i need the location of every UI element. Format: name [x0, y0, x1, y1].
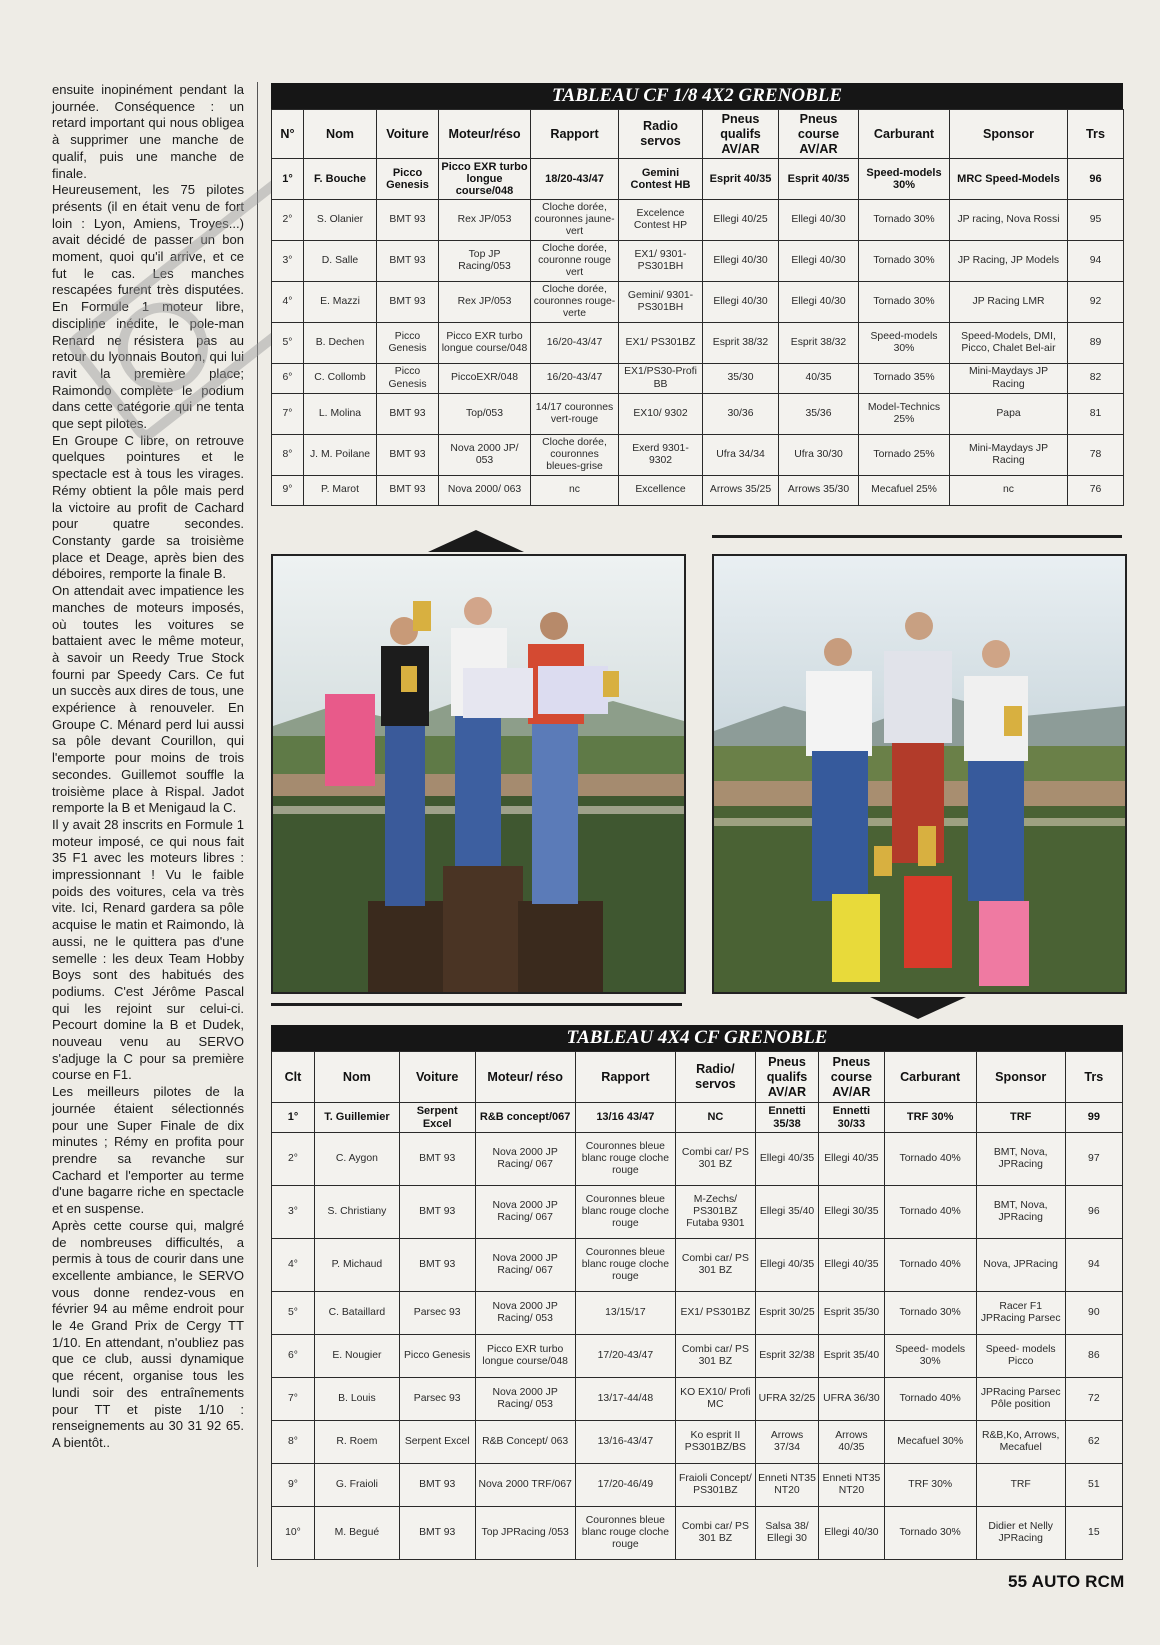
- table-cell: Tornado 30%: [884, 1292, 976, 1335]
- table-cell: Serpent Excel: [399, 1103, 475, 1133]
- podium-photo-4x4: [712, 554, 1127, 994]
- table-cell: BMT, Nova, JPRacing: [976, 1186, 1065, 1239]
- table-cell: BMT 93: [399, 1186, 475, 1239]
- table-cell: L. Molina: [304, 394, 377, 435]
- table-cell: PiccoEXR/048: [439, 364, 531, 394]
- table-cell: JP Racing, JP Models: [950, 241, 1068, 282]
- table-row: [272, 1421, 1123, 1464]
- article-paragraph: Les meilleurs pilotes de la journée étaient sélectionnés pour une Super Finale de dix minutes ; Rémy en profita pour prendre sa revanche sur Cachard et l'emporter au terme d'une bagarre riche en spectacle et en suspense.: [52, 1084, 244, 1217]
- table-cell: 94: [1068, 241, 1124, 282]
- table-cell: Didier et Nelly JPRacing: [976, 1507, 1065, 1560]
- table-row: [272, 1133, 1123, 1186]
- article-paragraph: Heureusement, les 75 pilotes présents (il en était venu de fort loin : Lyon, Amiens, Troyes...) avait décidé de passer un bon moment, quoi qu'il arrive, et ce fut le cas. Les manches rescapées furent très disputées. En Formule 1 moteur libre, discipline inédite, le pole-man Renard ne résistera pas au retour du lyonnais Bouton, qui lui ravit la première place; Raimondo complète le podium dans cette catégorie qui ne tenta que sept pilotes.: [52, 182, 244, 432]
- table-cell: Top/053: [439, 394, 531, 435]
- table-cell: Nova 2000 JP Racing/ 067: [475, 1133, 575, 1186]
- table-cell: 96: [1065, 1186, 1122, 1239]
- column-header: Trs: [1065, 1052, 1122, 1103]
- table-cell: 13/17-44/48: [575, 1378, 675, 1421]
- table-cell: 9°: [272, 476, 304, 506]
- table-cell: Ellegi 40/30: [703, 241, 779, 282]
- table-row: [272, 323, 1124, 364]
- table-cell: 10°: [272, 1507, 315, 1560]
- table-cell: Enneti NT35 NT20: [755, 1464, 818, 1507]
- table-cell: Ennetti 30/33: [819, 1103, 884, 1133]
- article-paragraph: En Groupe C libre, on retrouve quelques pointures et le spectacle est à tous les virages. Rémy obtient la pôle mais perd la victoire au profit de Cachard pour quatre secondes. Constanty garde sa troisième place et Deage, après bien des déboires, remporte la finale B.: [52, 432, 244, 582]
- table-cell: Ko esprit II PS301BZ/BS: [676, 1421, 756, 1464]
- table-cell: BMT 93: [399, 1239, 475, 1292]
- table-cell: Ufra 34/34: [703, 435, 779, 476]
- table-cell: 72: [1065, 1378, 1122, 1421]
- table-cell: Tornado 40%: [884, 1239, 976, 1292]
- table-cell: Esprit 35/40: [819, 1335, 884, 1378]
- table-cell: Picco EXR turbo longue course/048: [439, 159, 531, 200]
- table-cell: 7°: [272, 1378, 315, 1421]
- column-header: Pneus course AV/AR: [819, 1052, 884, 1103]
- table-cell: C. Bataillard: [314, 1292, 399, 1335]
- table-cell: Ellegi 40/30: [779, 282, 859, 323]
- column-header: Pneus qualifs AV/AR: [755, 1052, 818, 1103]
- column-divider: [257, 82, 258, 1567]
- table-cell: Tornado 40%: [884, 1133, 976, 1186]
- table-cell: Top JP Racing/053: [439, 241, 531, 282]
- results-grid: [271, 109, 1124, 506]
- table-cell: Mini-Maydays JP Racing: [950, 435, 1068, 476]
- table-cell: R&B Concept/ 063: [475, 1421, 575, 1464]
- column-header: Nom: [314, 1052, 399, 1103]
- table-cell: Mecafuel 30%: [884, 1421, 976, 1464]
- table-cell: Couronnes bleue blanc rouge cloche rouge: [575, 1239, 675, 1292]
- table-cell: G. Fraioli: [314, 1464, 399, 1507]
- table-cell: Ellegi 40/35: [819, 1133, 884, 1186]
- article-column: [52, 82, 244, 1452]
- magazine-name: AUTO RCM: [1031, 1572, 1125, 1591]
- results-table-4x2: [271, 83, 1123, 506]
- table-cell: Arrows 35/25: [703, 476, 779, 506]
- table-cell: Excelence Contest HP: [619, 200, 703, 241]
- table-cell: 82: [1068, 364, 1124, 394]
- table-cell: 4°: [272, 1239, 315, 1292]
- table-cell: BMT 93: [377, 200, 439, 241]
- table-cell: BMT 93: [377, 282, 439, 323]
- table-cell: Speed-Models, DMI, Picco, Chalet Bel-air: [950, 323, 1068, 364]
- table-cell: EX1/ PS301BZ: [619, 323, 703, 364]
- table-row: [272, 1292, 1123, 1335]
- table-row: [272, 1507, 1123, 1560]
- column-header: Trs: [1068, 110, 1124, 159]
- table-cell: Combi car/ PS 301 BZ: [676, 1133, 756, 1186]
- table-cell: 8°: [272, 435, 304, 476]
- table-cell: Nova 2000 JP Racing/ 067: [475, 1239, 575, 1292]
- table-cell: Parsec 93: [399, 1378, 475, 1421]
- table-cell: Salsa 38/ Ellegi 30: [755, 1507, 818, 1560]
- table-cell: 17/20-46/49: [575, 1464, 675, 1507]
- table-cell: EX1/PS30-Profi BB: [619, 364, 703, 394]
- table-cell: 51: [1065, 1464, 1122, 1507]
- table-cell: Ellegi 40/35: [755, 1133, 818, 1186]
- table-cell: Nova 2000 JP Racing/ 053: [475, 1378, 575, 1421]
- table-cell: 95: [1068, 200, 1124, 241]
- table-cell: Mecafuel 25%: [859, 476, 950, 506]
- divider-rule: [271, 1003, 682, 1006]
- table-cell: BMT 93: [377, 476, 439, 506]
- table-cell: Esprit 40/35: [779, 159, 859, 200]
- table-cell: Esprit 32/38: [755, 1335, 818, 1378]
- table-cell: Serpent Excel: [399, 1421, 475, 1464]
- table-cell: Nova 2000 JP Racing/ 067: [475, 1186, 575, 1239]
- table-cell: 7°: [272, 394, 304, 435]
- table-cell: Gemini/ 9301-PS301BH: [619, 282, 703, 323]
- table-cell: 15: [1065, 1507, 1122, 1560]
- table-cell: Picco EXR turbo longue course/048: [475, 1335, 575, 1378]
- table-cell: 94: [1065, 1239, 1122, 1292]
- column-header: Clt: [272, 1052, 315, 1103]
- table-row: [272, 435, 1124, 476]
- table-cell: 2°: [272, 1133, 315, 1186]
- article-paragraph: ensuite inopinément pendant la journée. Conséquence : un retard important qui nous obligea à supprimer une manche de qualif, puis une manche de finale.: [52, 82, 244, 181]
- table-cell: 92: [1068, 282, 1124, 323]
- table-cell: Esprit 30/25: [755, 1292, 818, 1335]
- table-cell: Ellegi 30/35: [819, 1186, 884, 1239]
- table-title: TABLEAU 4X4 CF GRENOBLE: [271, 1025, 1123, 1051]
- table-row: [272, 241, 1124, 282]
- table-cell: Gemini Contest HB: [619, 159, 703, 200]
- table-cell: Couronnes bleue blanc rouge cloche rouge: [575, 1133, 675, 1186]
- table-cell: Nova 2000 JP Racing/ 053: [475, 1292, 575, 1335]
- table-cell: JP Racing LMR: [950, 282, 1068, 323]
- table-cell: EX10/ 9302: [619, 394, 703, 435]
- table-row: [272, 282, 1124, 323]
- table-header-row: [272, 110, 1124, 159]
- table-cell: Arrows 40/35: [819, 1421, 884, 1464]
- table-cell: 78: [1068, 435, 1124, 476]
- table-cell: Ennetti 35/38: [755, 1103, 818, 1133]
- table-cell: 35/36: [779, 394, 859, 435]
- table-cell: Speed-models 30%: [859, 159, 950, 200]
- table-cell: KO EX10/ Profi MC: [676, 1378, 756, 1421]
- table-cell: F. Bouche: [304, 159, 377, 200]
- table-cell: nc: [531, 476, 619, 506]
- table-cell: BMT 93: [377, 394, 439, 435]
- table-cell: 18/20-43/47: [531, 159, 619, 200]
- table-cell: Ellegi 35/40: [755, 1186, 818, 1239]
- table-cell: 30/36: [703, 394, 779, 435]
- table-cell: Nova 2000 JP/ 053: [439, 435, 531, 476]
- table-cell: 86: [1065, 1335, 1122, 1378]
- table-cell: Speed- models 30%: [884, 1335, 976, 1378]
- column-header: Moteur/réso: [439, 110, 531, 159]
- table-row: [272, 200, 1124, 241]
- table-cell: Esprit 35/30: [819, 1292, 884, 1335]
- table-cell: TRF: [976, 1103, 1065, 1133]
- table-row: [272, 159, 1124, 200]
- table-cell: E. Nougier: [314, 1335, 399, 1378]
- table-cell: M. Begué: [314, 1507, 399, 1560]
- table-row: [272, 1239, 1123, 1292]
- table-cell: 90: [1065, 1292, 1122, 1335]
- table-cell: EX1/ 9301-PS301BH: [619, 241, 703, 282]
- table-row: [272, 394, 1124, 435]
- table-row: [272, 364, 1124, 394]
- table-cell: 8°: [272, 1421, 315, 1464]
- table-cell: J. M. Poilane: [304, 435, 377, 476]
- table-cell: Tornado 30%: [884, 1507, 976, 1560]
- column-header: Sponsor: [976, 1052, 1065, 1103]
- table-cell: Nova 2000 TRF/067: [475, 1464, 575, 1507]
- table-cell: Ellegi 40/30: [779, 200, 859, 241]
- table-cell: R. Roem: [314, 1421, 399, 1464]
- table-cell: C. Collomb: [304, 364, 377, 394]
- table-cell: 13/16-43/47: [575, 1421, 675, 1464]
- table-cell: Tornado 25%: [859, 435, 950, 476]
- table-cell: 6°: [272, 364, 304, 394]
- table-cell: Tornado 30%: [859, 282, 950, 323]
- column-header: Radio/ servos: [676, 1052, 756, 1103]
- table-cell: Cloche dorée, couronne rouge vert: [531, 241, 619, 282]
- table-cell: TRF 30%: [884, 1464, 976, 1507]
- table-cell: Arrows 37/34: [755, 1421, 818, 1464]
- table-cell: BMT 93: [399, 1507, 475, 1560]
- article-paragraph: Après cette course qui, malgré de nombreuses difficultés, a permis à tous de courir dans une excellente ambiance, le SERVO vous donne rendez-vous en février 94 au même endroit pour le 4e Grand Prix de Cergy TT 1/10. En attendant, n'oubliez pas que ce club, aussi dynamique que récent, organise tous les lundi soir des entraînements pour TT et piste 1/10 : renseignements au 30 31 92 65. A bientôt..: [52, 1217, 244, 1450]
- table-cell: 1°: [272, 159, 304, 200]
- table-cell: Esprit 38/32: [779, 323, 859, 364]
- table-cell: Cloche dorée, couronnes jaune-vert: [531, 200, 619, 241]
- table-cell: BMT 93: [399, 1464, 475, 1507]
- table-header-row: [272, 1052, 1123, 1103]
- table-cell: UFRA 36/30: [819, 1378, 884, 1421]
- table-cell: 3°: [272, 1186, 315, 1239]
- table-cell: 5°: [272, 1292, 315, 1335]
- table-cell: BMT, Nova, JPRacing: [976, 1133, 1065, 1186]
- column-header: Carburant: [859, 110, 950, 159]
- table-row: [272, 476, 1124, 506]
- table-cell: nc: [950, 476, 1068, 506]
- table-cell: Excellence: [619, 476, 703, 506]
- table-cell: Esprit 38/32: [703, 323, 779, 364]
- column-header: Voiture: [377, 110, 439, 159]
- table-cell: Picco Genesis: [377, 364, 439, 394]
- table-row: [272, 1335, 1123, 1378]
- table-cell: 5°: [272, 323, 304, 364]
- table-cell: Racer F1 JPRacing Parsec: [976, 1292, 1065, 1335]
- table-cell: Tornado 30%: [859, 241, 950, 282]
- table-cell: BMT 93: [377, 435, 439, 476]
- table-cell: E. Mazzi: [304, 282, 377, 323]
- table-row: [272, 1378, 1123, 1421]
- table-cell: Tornado 40%: [884, 1378, 976, 1421]
- table-cell: P. Marot: [304, 476, 377, 506]
- table-row: [272, 1103, 1123, 1133]
- column-header: Moteur/ réso: [475, 1052, 575, 1103]
- table-cell: Esprit 40/35: [703, 159, 779, 200]
- table-cell: T. Guillemier: [314, 1103, 399, 1133]
- table-cell: Rex JP/053: [439, 282, 531, 323]
- table-cell: C. Aygon: [314, 1133, 399, 1186]
- table-cell: S. Olanier: [304, 200, 377, 241]
- table-title: TABLEAU CF 1/8 4X2 GRENOBLE: [271, 83, 1123, 109]
- table-cell: EX1/ PS301BZ: [676, 1292, 756, 1335]
- table-cell: 62: [1065, 1421, 1122, 1464]
- table-cell: Tornado 30%: [859, 200, 950, 241]
- table-row: [272, 1464, 1123, 1507]
- table-cell: P. Michaud: [314, 1239, 399, 1292]
- results-table-4x4: [271, 1025, 1123, 1560]
- table-cell: 76: [1068, 476, 1124, 506]
- table-cell: UFRA 32/25: [755, 1378, 818, 1421]
- column-header: Carburant: [884, 1052, 976, 1103]
- table-cell: 99: [1065, 1103, 1122, 1133]
- table-cell: Ellegi 40/35: [755, 1239, 818, 1292]
- table-cell: Ellegi 40/25: [703, 200, 779, 241]
- page-number: 55: [1008, 1572, 1028, 1591]
- table-cell: Combi car/ PS 301 BZ: [676, 1239, 756, 1292]
- table-cell: MRC Speed-Models: [950, 159, 1068, 200]
- table-cell: 13/15/17: [575, 1292, 675, 1335]
- table-row: [272, 1186, 1123, 1239]
- table-cell: 89: [1068, 323, 1124, 364]
- table-cell: M-Zechs/ PS301BZ Futaba 9301: [676, 1186, 756, 1239]
- table-cell: Papa: [950, 394, 1068, 435]
- table-cell: Parsec 93: [399, 1292, 475, 1335]
- column-header: Rapport: [531, 110, 619, 159]
- table-cell: Speed-models 30%: [859, 323, 950, 364]
- table-cell: 4°: [272, 282, 304, 323]
- table-cell: Speed- models Picco: [976, 1335, 1065, 1378]
- table-cell: 1°: [272, 1103, 315, 1133]
- table-cell: R&B concept/067: [475, 1103, 575, 1133]
- table-cell: BMT 93: [377, 241, 439, 282]
- table-cell: 35/30: [703, 364, 779, 394]
- column-header: Nom: [304, 110, 377, 159]
- article-paragraph: On attendait avec impatience les manches de moteurs imposés, où toutes les voitures se battaient avec le même moteur, à savoir un Reedy True Stock fourni par Speedy Cars. Ce fut un succès aux dires de tous, une expérience à renouveler. En Groupe C. Ménard perd lui aussi sa pôle devant Courillon, qui l'emporte pour moins de trois secondes. Guillemot souffle la troisième place à Rispal. Jadot remporte la B et Menigaud la C.: [52, 583, 244, 816]
- table-cell: Top JPRacing /053: [475, 1507, 575, 1560]
- table-cell: 14/17 couronnes vert-rouge: [531, 394, 619, 435]
- table-cell: 40/35: [779, 364, 859, 394]
- table-cell: Fraioli Concept/ PS301BZ: [676, 1464, 756, 1507]
- table-cell: Tornado 40%: [884, 1186, 976, 1239]
- table-cell: Picco Genesis: [377, 159, 439, 200]
- table-cell: TRF: [976, 1464, 1065, 1507]
- triangle-up-icon: [428, 530, 524, 552]
- table-cell: Nova 2000/ 063: [439, 476, 531, 506]
- table-cell: 16/20-43/47: [531, 323, 619, 364]
- table-cell: BMT 93: [399, 1133, 475, 1186]
- divider-rule: [712, 535, 1122, 538]
- table-cell: JP racing, Nova Rossi: [950, 200, 1068, 241]
- table-cell: 2°: [272, 200, 304, 241]
- table-cell: Tornado 35%: [859, 364, 950, 394]
- table-cell: JPRacing Parsec Pôle position: [976, 1378, 1065, 1421]
- table-cell: Rex JP/053: [439, 200, 531, 241]
- table-cell: D. Salle: [304, 241, 377, 282]
- table-cell: Ellegi 40/35: [819, 1239, 884, 1292]
- column-header: Pneus qualifs AV/AR: [703, 110, 779, 159]
- table-cell: Enneti NT35 NT20: [819, 1464, 884, 1507]
- table-cell: Cloche dorée, couronnes bleues-grise: [531, 435, 619, 476]
- table-cell: 81: [1068, 394, 1124, 435]
- table-cell: Ufra 30/30: [779, 435, 859, 476]
- results-grid: [271, 1051, 1123, 1560]
- table-cell: Nova, JPRacing: [976, 1239, 1065, 1292]
- table-cell: Exerd 9301-9302: [619, 435, 703, 476]
- table-cell: 9°: [272, 1464, 315, 1507]
- table-cell: TRF 30%: [884, 1103, 976, 1133]
- table-cell: Picco EXR turbo longue course/048: [439, 323, 531, 364]
- table-cell: 3°: [272, 241, 304, 282]
- table-cell: NC: [676, 1103, 756, 1133]
- table-cell: Model-Technics 25%: [859, 394, 950, 435]
- table-cell: Arrows 35/30: [779, 476, 859, 506]
- table-cell: Ellegi 40/30: [819, 1507, 884, 1560]
- column-header: Pneus course AV/AR: [779, 110, 859, 159]
- article-paragraph: Il y avait 28 inscrits en Formule 1 moteur imposé, ce qui nous fait 35 F1 avec les moteurs libres : impressionnant ! Vu le faible poids des voitures, cela va très vite. Ici, Renard gardera sa pôle acquise le matin et Raimondo, là aussi, ne le quittera pas d'une semelle : les deux Team Hobby Boys sont des habitués des podiums. C'est Jérôme Pascal qui les rejoint sur celui-ci. Pecourt domine la B et Dudek, nouveau venu au SERVO s'adjuge la C pour sa première course en F1.: [52, 816, 244, 1083]
- table-cell: Ellegi 40/30: [779, 241, 859, 282]
- table-cell: S. Christiany: [314, 1186, 399, 1239]
- table-cell: R&B,Ko, Arrows, Mecafuel: [976, 1421, 1065, 1464]
- table-cell: 17/20-43/47: [575, 1335, 675, 1378]
- column-header: Rapport: [575, 1052, 675, 1103]
- column-header: Sponsor: [950, 110, 1068, 159]
- page-footer: [1008, 1572, 1125, 1592]
- column-header: N°: [272, 110, 304, 159]
- table-cell: Combi car/ PS 301 BZ: [676, 1507, 756, 1560]
- triangle-down-icon: [870, 997, 966, 1019]
- table-cell: Picco Genesis: [377, 323, 439, 364]
- podium-photo-4x2: [271, 554, 686, 994]
- table-cell: 16/20-43/47: [531, 364, 619, 394]
- table-cell: 13/16 43/47: [575, 1103, 675, 1133]
- table-cell: Couronnes bleue blanc rouge cloche rouge: [575, 1507, 675, 1560]
- table-cell: 6°: [272, 1335, 315, 1378]
- table-cell: Combi car/ PS 301 BZ: [676, 1335, 756, 1378]
- table-cell: Picco Genesis: [399, 1335, 475, 1378]
- table-cell: B. Dechen: [304, 323, 377, 364]
- column-header: Radio servos: [619, 110, 703, 159]
- table-cell: Couronnes bleue blanc rouge cloche rouge: [575, 1186, 675, 1239]
- table-cell: B. Louis: [314, 1378, 399, 1421]
- table-cell: Cloche dorée, couronnes rouge-verte: [531, 282, 619, 323]
- table-cell: Mini-Maydays JP Racing: [950, 364, 1068, 394]
- table-cell: 97: [1065, 1133, 1122, 1186]
- column-header: Voiture: [399, 1052, 475, 1103]
- table-cell: 96: [1068, 159, 1124, 200]
- table-cell: Ellegi 40/30: [703, 282, 779, 323]
